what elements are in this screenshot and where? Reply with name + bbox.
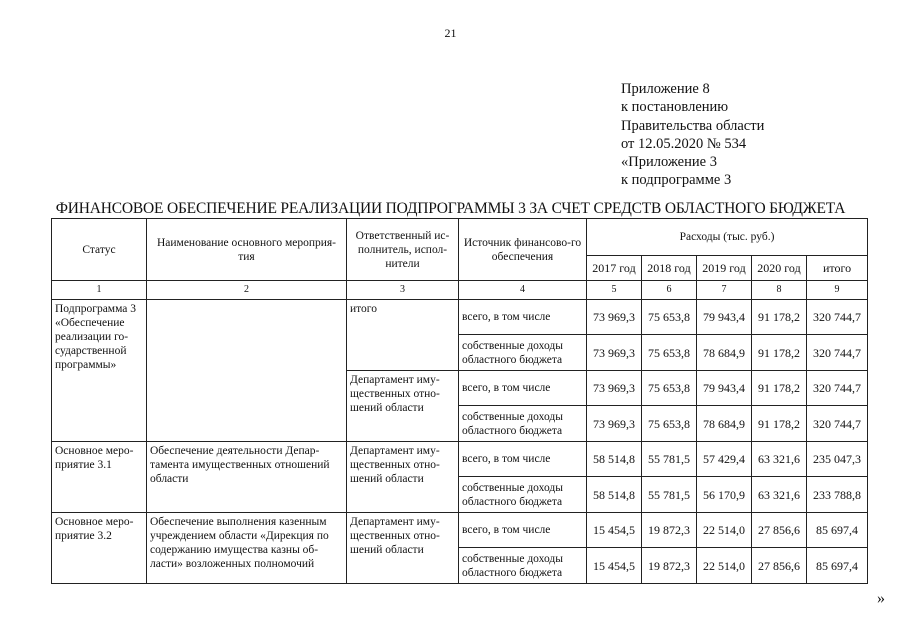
financing-table	[51, 218, 868, 584]
value-cell: 91 178,2	[752, 300, 807, 335]
header-row	[52, 219, 868, 256]
value-cell: 15 454,5	[587, 513, 642, 548]
closing-quote: »	[877, 590, 885, 607]
page-number: 21	[444, 26, 457, 40]
total-cell: 235 047,3	[807, 442, 868, 477]
source-cell: всего, в том числе	[459, 371, 587, 406]
column-number: 9	[807, 281, 868, 300]
table-row	[52, 442, 868, 477]
appendix-line: к подпрограмме 3	[621, 172, 732, 189]
header-year: 2019 год	[697, 256, 752, 281]
total-cell: 320 744,7	[807, 406, 868, 442]
value-cell: 58 514,8	[587, 442, 642, 477]
value-cell: 79 943,4	[697, 300, 752, 335]
source-cell: собственные доходы областного бюджета	[459, 406, 587, 442]
appendix-line: «Приложение 3	[621, 154, 717, 171]
value-cell: 91 178,2	[752, 335, 807, 371]
header-source: Источник финансово-го обеспечения	[459, 219, 587, 281]
value-cell: 19 872,3	[642, 548, 697, 584]
appendix-line: Правительства области	[621, 117, 765, 134]
value-cell: 27 856,6	[752, 548, 807, 584]
value-cell: 56 170,9	[697, 477, 752, 513]
column-number: 6	[642, 281, 697, 300]
value-cell: 75 653,8	[642, 300, 697, 335]
responsible-cell: Департамент иму-щественных отно-шений области	[347, 442, 459, 513]
value-cell: 75 653,8	[642, 371, 697, 406]
column-number: 7	[697, 281, 752, 300]
source-cell: всего, в том числе	[459, 300, 587, 335]
total-cell: 233 788,8	[807, 477, 868, 513]
appendix-line: к постановлению	[621, 99, 729, 116]
responsible-cell: Департамент иму-щественных отно-шений области	[347, 371, 459, 442]
value-cell: 22 514,0	[697, 513, 752, 548]
appendix-block	[621, 80, 764, 190]
column-number: 4	[459, 281, 587, 300]
header-total: итого	[807, 256, 868, 281]
source-cell: собственные доходы областного бюджета	[459, 548, 587, 584]
header-year: 2017 год	[587, 256, 642, 281]
value-cell: 73 969,3	[587, 300, 642, 335]
header-expenses: Расходы (тыс. руб.)	[587, 219, 868, 256]
value-cell: 78 684,9	[697, 335, 752, 371]
value-cell: 63 321,6	[752, 477, 807, 513]
header-status: Статус	[52, 219, 147, 281]
column-number-row	[52, 281, 868, 300]
table-row	[52, 300, 868, 335]
total-cell: 85 697,4	[807, 513, 868, 548]
value-cell: 55 781,5	[642, 442, 697, 477]
status-cell: Основное меро-приятие 3.1	[52, 442, 147, 513]
value-cell: 63 321,6	[752, 442, 807, 477]
document-title: ФИНАНСОВОЕ ОБЕСПЕЧЕНИЕ РЕАЛИЗАЦИИ ПОДПРОГРАММЫ 3 ЗА СЧЕТ СРЕДСТВ ОБЛАСТНОГО БЮДЖЕТА	[55, 200, 846, 217]
value-cell: 73 969,3	[587, 335, 642, 371]
value-cell: 91 178,2	[752, 406, 807, 442]
status-cell: Подпрограмма 3 «Обеспечение реализации го-сударственной программы»	[52, 300, 147, 442]
total-cell: 85 697,4	[807, 548, 868, 584]
source-cell: собственные доходы областного бюджета	[459, 335, 587, 371]
value-cell: 15 454,5	[587, 548, 642, 584]
value-cell: 73 969,3	[587, 406, 642, 442]
responsible-cell: Департамент иму-щественных отно-шений области	[347, 513, 459, 584]
value-cell: 55 781,5	[642, 477, 697, 513]
value-cell: 73 969,3	[587, 371, 642, 406]
column-number: 1	[52, 281, 147, 300]
table-row	[52, 513, 868, 548]
total-cell: 320 744,7	[807, 300, 868, 335]
value-cell: 27 856,6	[752, 513, 807, 548]
header-name: Наименование основного мероприя-тия	[147, 219, 347, 281]
column-number: 3	[347, 281, 459, 300]
appendix-line: Приложение 8	[621, 81, 710, 97]
source-cell: всего, в том числе	[459, 513, 587, 548]
status-cell: Основное меро-приятие 3.2	[52, 513, 147, 584]
value-cell: 19 872,3	[642, 513, 697, 548]
responsible-cell: итого	[347, 300, 459, 371]
column-number: 2	[147, 281, 347, 300]
header-year: 2018 год	[642, 256, 697, 281]
activity-name-cell: Обеспечение деятельности Депар-тамента имущественных отношений области	[147, 442, 347, 513]
activity-name-cell: Обеспечение выполнения казенным учреждением области «Дирекция по содержанию имущества казны об-ласти» возложенных полномочий	[147, 513, 347, 584]
total-cell: 320 744,7	[807, 371, 868, 406]
source-cell: собственные доходы областного бюджета	[459, 477, 587, 513]
value-cell: 75 653,8	[642, 406, 697, 442]
value-cell: 78 684,9	[697, 406, 752, 442]
value-cell: 22 514,0	[697, 548, 752, 584]
header-year: 2020 год	[752, 256, 807, 281]
activity-name-cell	[147, 300, 347, 442]
source-cell: всего, в том числе	[459, 442, 587, 477]
column-number: 5	[587, 281, 642, 300]
header-responsible: Ответственный ис-полнитель, испол-нители	[347, 219, 459, 281]
value-cell: 57 429,4	[697, 442, 752, 477]
value-cell: 58 514,8	[587, 477, 642, 513]
value-cell: 75 653,8	[642, 335, 697, 371]
value-cell: 91 178,2	[752, 371, 807, 406]
appendix-line: от 12.05.2020 № 534	[621, 135, 747, 152]
value-cell: 79 943,4	[697, 371, 752, 406]
column-number: 8	[752, 281, 807, 300]
total-cell: 320 744,7	[807, 335, 868, 371]
